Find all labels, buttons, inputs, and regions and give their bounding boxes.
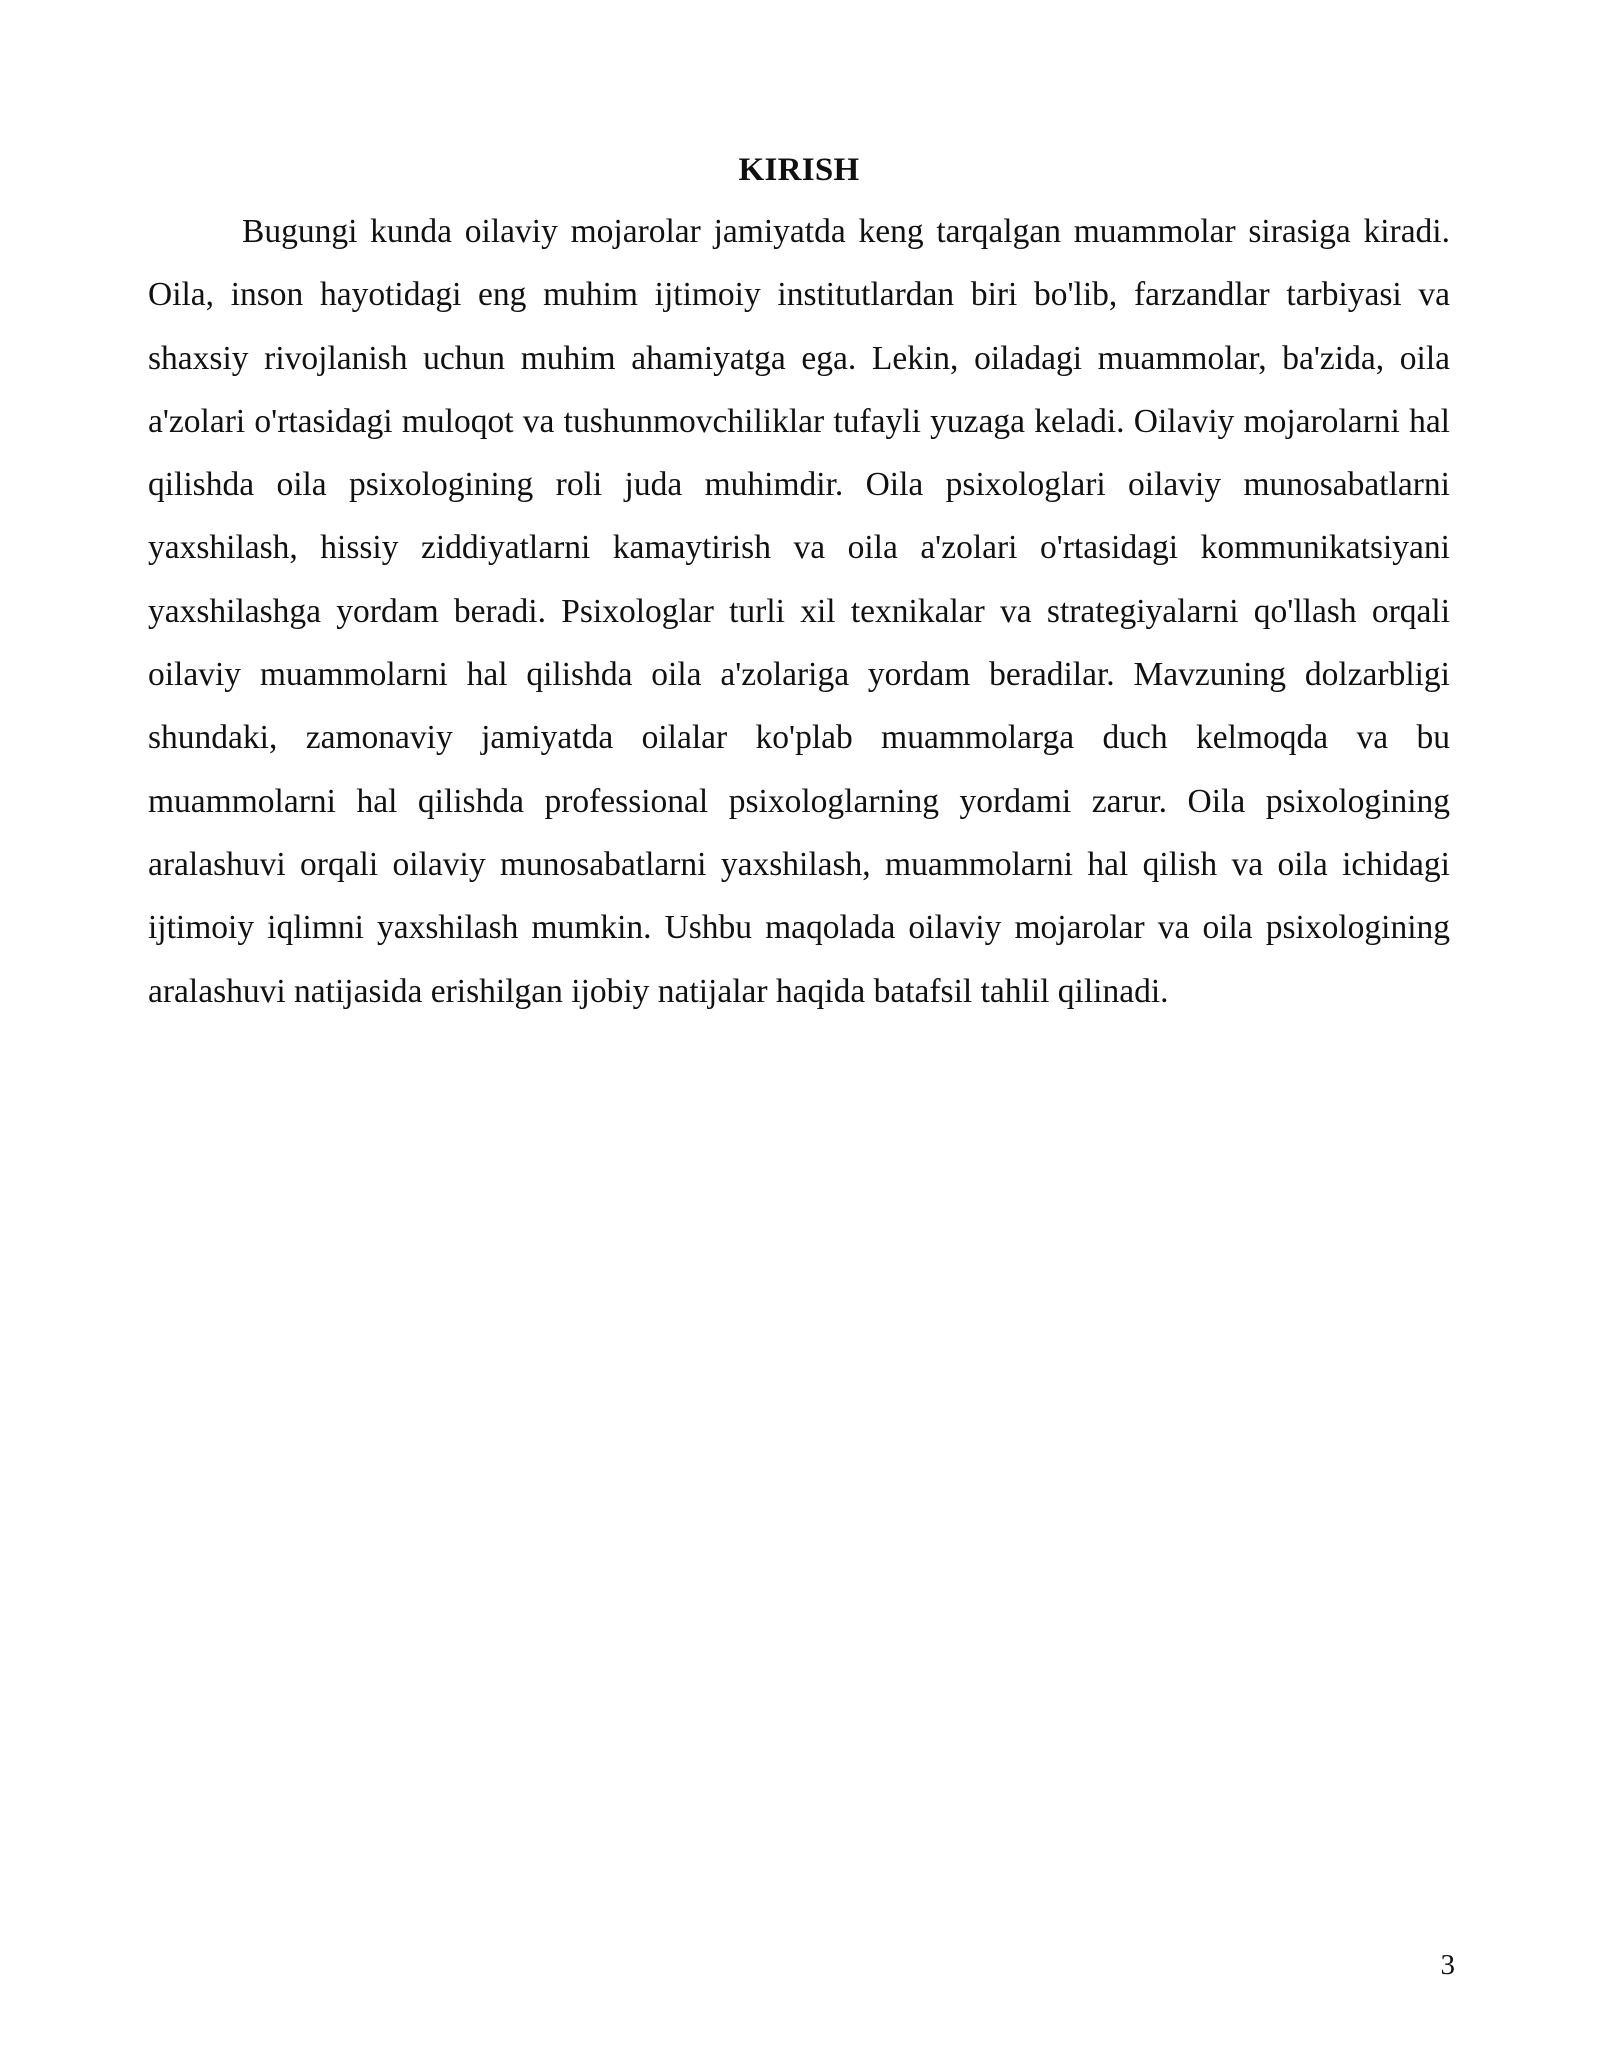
- body-paragraph: Bugungi kunda oilaviy mojarolar jamiyatda keng tarqalgan muammolar sirasiga kiradi. Oila, inson hayotidagi eng muhim ijtimoiy institutlardan biri bo'lib, farzandlar tarbiyasi va shaxsiy rivojlanish uchun muhim ahamiyatga ega. Lekin, oiladagi muammolar, ba'zida, oila a'zolari o'rtasidagi muloqot va tushunmovchiliklar tufayli yuzaga keladi. Oilaviy mojarolarni hal qilishda oila psixologining roli juda muhimdir. Oila psixologlari oilaviy munosabatlarni yaxshilash, hissiy ziddiyatlarni kamaytirish va oila a'zolari o'rtasidagi kommunikatsiyani yaxshilashga yordam beradi. Psixologlar turli xil texnikalar va strategiyalarni qo'llash orqali oilaviy muammolarni hal qilishda oila a'zolariga yordam beradilar. Mavzuning dolzarbligi shundaki, zamonaviy jamiyatda oilalar ko'plab muammolarga duch kelmoqda va bu muammolarni hal qilishda professional psixologlarning yordami zarur. Oila psixologining aralashuvi orqali oilaviy munosabatlarni yaxshilash, muammolarni hal qilish va oila ichidagi ijtimoiy iqlimni yaxshilash mumkin. Ushbu maqolada oilaviy mojarolar va oila psixologining aralashuvi natijasida erishilgan ijobiy natijalar haqida batafsil tahlil qilinadi.: [148, 213, 1450, 1010]
- page-number: 3: [1440, 1949, 1455, 1981]
- section-heading: KIRISH: [738, 152, 860, 188]
- page-content: [148, 145, 1450, 1023]
